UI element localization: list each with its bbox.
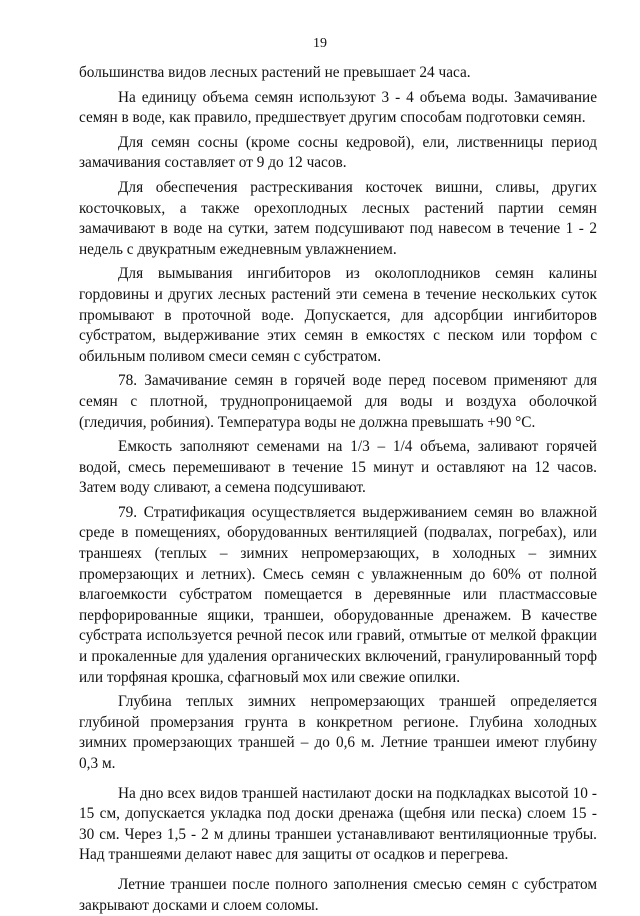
paragraph: На единицу объема семян используют 3 - 4 объема воды. Замачивание семян в воде, как правило, предшествует другим способам подготовки семян. [79,88,597,127]
paragraph: Летние траншеи после полного заполнения смесью семян с субстратом закрывают досками и слоем соломы. [79,875,597,914]
paragraph: Емкость заполняют семенами на 1/3 – 1/4 объема, заливают горячей водой, смесь перемешивают в течение 15 минут и оставляют на 12 часов. Затем воду сливают, а семена подсушивают. [79,438,597,497]
paragraph: большинства видов лесных растений не превышает 24 часа. [79,64,471,81]
paragraph: Для семян сосны (кроме сосны кедровой), ели, лиственницы период замачивания составляет от 9 до 12 часов. [79,133,597,172]
paragraph: Для обеспечения растрескивания косточек вишни, сливы, других косточковых, а также орехоплодных лесных растений партии семян замачивают в воде на сутки, затем подсушивают под навесом в течение 1 - 2 недель с двукратным ежедневным увлажнением. [79,178,597,258]
paragraph: 78. Замачивание семян в горячей воде перед посевом применяют для семян с плотной, труднопроницаемой для воды и воздуха оболочкой (гледичия, робиния). Температура воды не должна превышать +90 °С. [79,372,597,431]
paragraph: 79. Стратификация осуществляется выдерживанием семян во влажной среде в помещениях, оборудованных вентиляцией (подвалах, погребах), или траншеях (теплых – зимних непромерзающих, в холодных – зимних промерзающих и летних). Смесь семян с увлажненным до 60% от полной влагоемкости субстратом помещается в деревянные или пластмассовые перфорированные ящики, траншеи, оборудованные дренажем. В качестве субстрата используется речной песок или гравий, отмытые от мелкой фракции и прокаленные для удаления органических включений, гранулированный торф или торфяная крошка, сфагновый мох или свежие опилки. [79,503,597,686]
page-number: 19 [313,36,327,51]
paragraph: Для вымывания ингибиторов из околоплодников семян калины гордовины и других лесных растений эти семена в течение нескольких суток промывают в проточной воде. Допускается, для адсорбции ингибиторов субстратом, выдерживание этих семян в емкостях с песком или торфом с обильным поливом смеси семян с субстратом. [79,265,597,365]
paragraph: На дно всех видов траншей настилают доски на подкладках высотой 10 - 15 см, допускается укладка под доски дренажа (щебня или песка) слоем 15 - 30 см. Через 1,5 - 2 м длины траншеи устанавливают вентиляционные трубы. Над траншеями делают навес для защиты от осадков и перегрева. [79,784,597,864]
document-body [79,63,597,916]
paragraph: Глубина теплых зимних непромерзающих траншей определяется глубиной промерзания грунта в конкретном регионе. Глубина холодных зимних промерзающих траншей – до 0,6 м. Летние траншеи имеют глубину 0,3 м. [79,693,597,772]
